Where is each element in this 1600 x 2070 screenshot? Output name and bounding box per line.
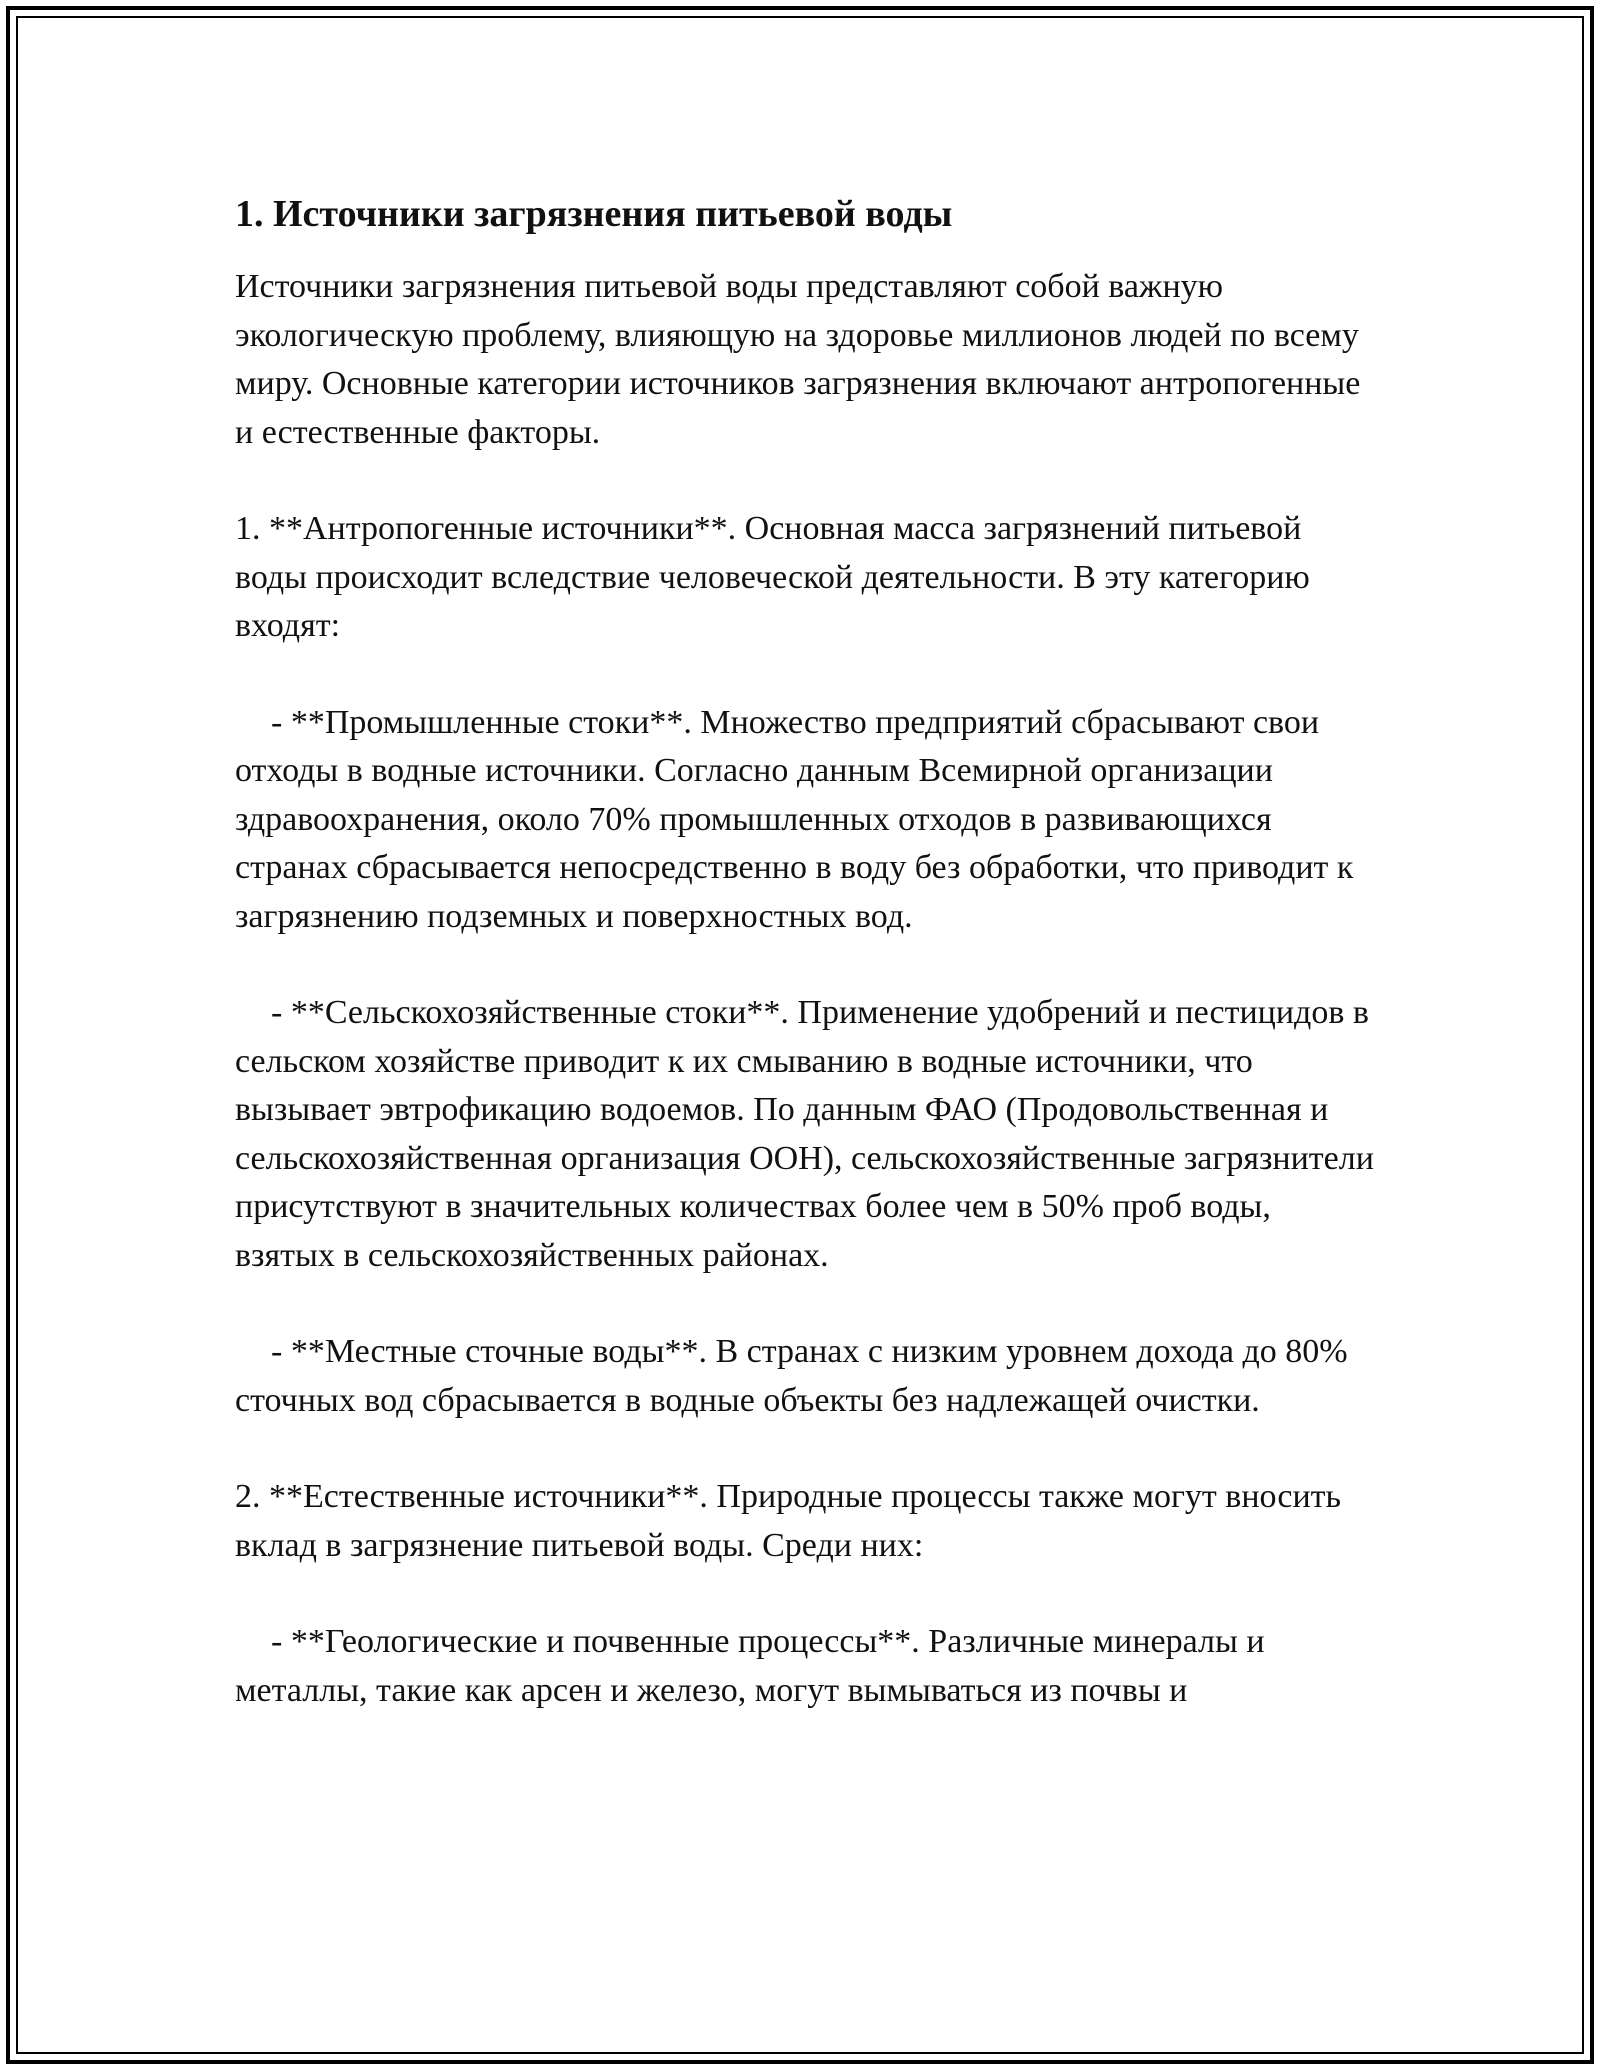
document-body [235,185,1383,1715]
agricultural-runoff-paragraph: - **Сельскохозяйственные стоки**. Применение удобрений и пестицидов в сельском хозяйстве приводит к их смыванию в водные источники, что вызывает эвтрофикацию водоемов. По данным ФАО (Продовольственная и сельскохозяйственная организация ООН), сельскохозяйственные загрязнители присутствуют в значительных количествах более чем в 50% проб воды, взятых в сельскохозяйственных районах. [235,994,1383,1274]
local-wastewater-paragraph: - **Местные сточные воды**. В странах с низким уровнем дохода до 80% сточных вод сбрасывается в водные объекты без надлежащей очистки. [235,1333,1357,1419]
geological-processes-paragraph: - **Геологические и почвенные процессы**. Различные минералы и металлы, такие как арсен и железо, могут вымываться из почвы и [235,1623,1274,1709]
industrial-runoff-paragraph: - **Промышленные стоки**. Множество предприятий сбрасывают свои отходы в водные источники. Согласно данным Всемирной организации здравоохранения, около 70% промышленных отходов в развивающихся странах сбрасывается непосредственно в воду без обработки, что приводит к загрязнению подземных и поверхностных вод. [235,703,1362,935]
section-heading: 1. Источники загрязнения питьевой воды [235,193,953,235]
anthropogenic-sources-paragraph: 1. **Антропогенные источники**. Основная масса загрязнений питьевой воды происходит вследствие человеческой деятельности. В эту категорию входят: [235,510,1319,644]
natural-sources-paragraph: 2. **Естественные источники**. Природные процессы также могут вносить вклад в загрязнение питьевой воды. Среди них: [235,1478,1350,1564]
intro-paragraph: Источники загрязнения питьевой воды представляют собой важную экологическую проблему, влияющую на здоровье миллионов людей по всему миру. Основные категории источников загрязнения включают антропогенные и естественные факторы. [235,268,1369,451]
